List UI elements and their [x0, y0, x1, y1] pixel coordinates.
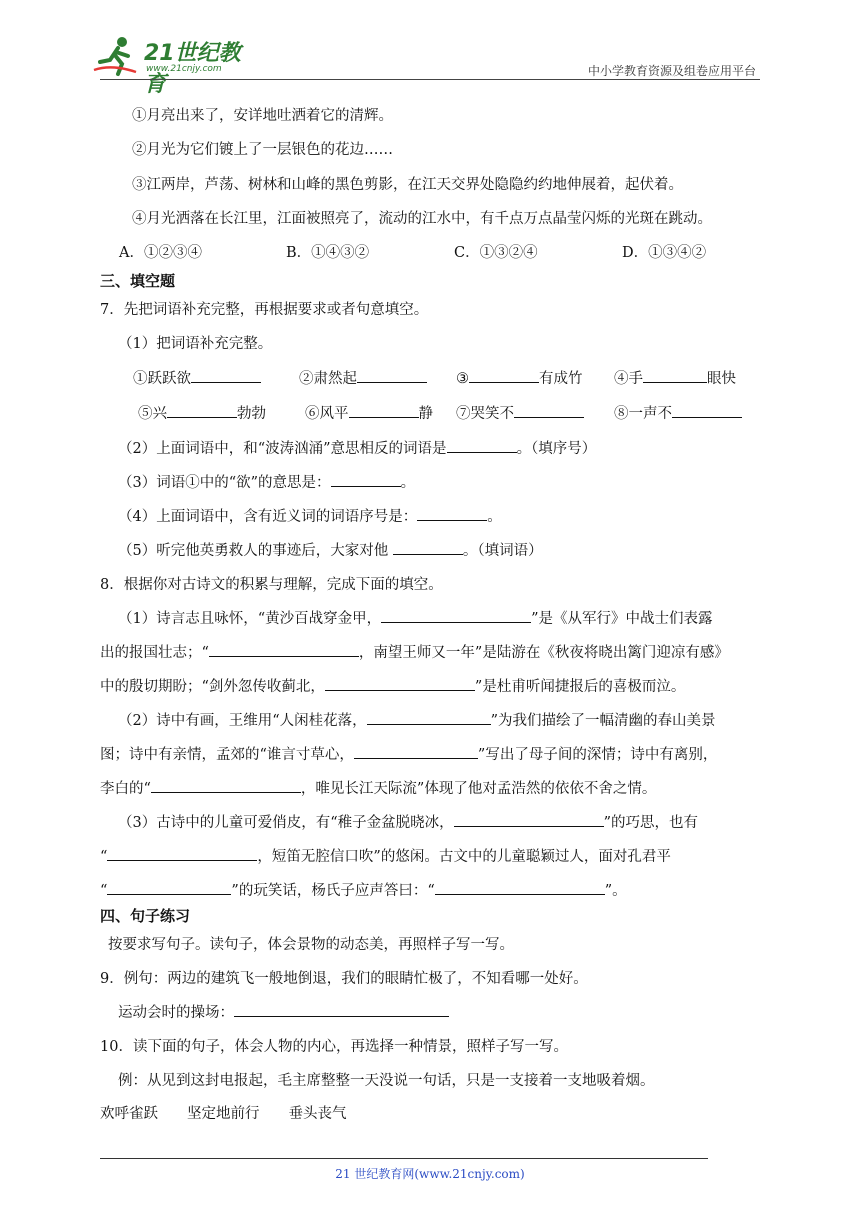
q8-line-9: “ ”的玩笑话，杨氏子应声答曰：“ ”。: [100, 879, 627, 900]
q8-blank-6[interactable]: [151, 778, 301, 793]
word-item-7: ⑦哭笑不: [456, 402, 584, 423]
q6-option-a[interactable]: A．①②③④: [119, 245, 202, 261]
q6-item-1: ①月亮出来了，安详地吐洒着它的清辉。: [132, 108, 393, 124]
logo-text: 21世纪教育: [144, 41, 241, 97]
q6-item-4: ④月光洒落在长江里，江面被照亮了，流动的江水中，有千点万点晶莹闪烁的光斑在跳动。: [132, 211, 712, 227]
word-item-2: ②肃然起: [299, 367, 427, 388]
word-item-5: ⑤兴 勃勃: [138, 402, 266, 423]
q7-blank-3[interactable]: [331, 472, 401, 487]
q8-blank-2[interactable]: [209, 642, 359, 657]
q8-line-3: 中的殷切期盼；“剑外忽传收蓟北， ”是杜甫听闻捷报后的喜极而泣。: [100, 675, 685, 696]
word-blank-1[interactable]: [191, 368, 261, 383]
site-logo: [92, 34, 262, 97]
q8-blank-4[interactable]: [367, 710, 491, 725]
q7-stem: 7．先把词语补充完整，再根据要求或者句意填空。: [100, 302, 429, 318]
word-blank-3[interactable]: [469, 368, 539, 383]
word-blank-6[interactable]: [349, 403, 419, 418]
word-blank-5[interactable]: [167, 403, 237, 418]
q8-blank-7[interactable]: [454, 812, 604, 827]
logo-url: www.21cnjy.com: [146, 64, 222, 74]
q8-line-4: （2）诗中有画，王维用“人闲桂花落， ”为我们描绘了一幅清幽的春山美景: [118, 709, 716, 730]
word-item-4: ④手 眼快: [614, 367, 736, 388]
q8-line-7: （3）古诗中的儿童可爱俏皮，有“稚子金盆脱晓冰， ”的巧思，也有: [118, 811, 698, 832]
q8-blank-10[interactable]: [435, 880, 605, 895]
q7-part-4: （4）上面词语中，含有近义词的词语序号是： 。: [118, 505, 502, 526]
q8-blank-8[interactable]: [107, 846, 257, 861]
q6-item-2: ②月光为它们镀上了一层银色的花边……: [132, 142, 393, 158]
q8-line-8: “ ，短笛无腔信口吹”的悠闲。古文中的儿童聪颖过人，面对孔君平: [100, 845, 671, 866]
s4-intro: 按要求写句子。读句子，体会景物的动态美，再照样子写一写。: [108, 937, 514, 953]
q7-blank-2[interactable]: [447, 438, 517, 453]
q8-line-6: 李白的“ ，唯见长江天际流”体现了他对孟浩然的依依不舍之情。: [100, 777, 656, 798]
section-4-title: 四、句子练习: [100, 907, 191, 925]
q8-line-1: （1）诗言志且咏怀，“黄沙百战穿金甲， ”是《从军行》中战士们表露: [118, 607, 713, 628]
word-item-6: ⑥风平 静: [305, 402, 433, 423]
word-blank-4[interactable]: [643, 368, 707, 383]
q8-blank-9[interactable]: [107, 880, 231, 895]
footer-text[interactable]: 21 世纪教育网(www.21cnjy.com): [335, 1167, 525, 1181]
q9-answer-line: 运动会时的操场：: [118, 1001, 449, 1022]
section-3-title: 三、填空题: [100, 272, 176, 290]
q6-option-d[interactable]: D．①③④②: [622, 245, 707, 261]
runner-icon: [92, 34, 142, 78]
word-item-1: ①跃跃欲: [133, 367, 261, 388]
q8-stem: 8．根据你对古诗文的积累与理解，完成下面的填空。: [100, 577, 443, 593]
word-item-3: ③ 有成竹: [456, 367, 583, 388]
footer-divider: [100, 1158, 708, 1159]
q7-part-5: （5）听完他英勇救人的事迹后，大家对他 。（填词语）: [118, 539, 543, 560]
q6-option-b[interactable]: B．①④③②: [286, 245, 370, 261]
header-platform-text: 中小学教育资源及组卷应用平台: [587, 64, 756, 78]
q10-options: 欢呼雀跃 坚定地前行 垂头丧气: [100, 1106, 347, 1122]
q10-stem: 10．读下面的句子，体会人物的内心，再选择一种情景，照样子写一写。: [100, 1039, 568, 1055]
q7-part-3: （3）词语①中的“欲”的意思是： 。: [118, 471, 415, 492]
header-divider: [100, 79, 760, 80]
word-item-8: ⑧一声不: [614, 402, 742, 423]
q9-blank[interactable]: [234, 1002, 449, 1017]
q8-blank-1[interactable]: [381, 608, 531, 623]
q6-option-c[interactable]: C．①③②④: [454, 245, 538, 261]
word-blank-7[interactable]: [514, 403, 584, 418]
q8-line-5: 图；诗中有亲情，孟郊的“谁言寸草心， ”写出了母子间的深情；诗中有离别，: [100, 743, 717, 764]
q9-stem: 9．例句：两边的建筑飞一般地倒退，我们的眼睛忙极了，不知看哪一处好。: [100, 971, 588, 987]
q7-blank-4[interactable]: [417, 506, 487, 521]
q8-blank-3[interactable]: [325, 676, 475, 691]
q7-part-2: （2）上面词语中，和“波涛汹涌”意思相反的词语是 。（填序号）: [118, 437, 596, 458]
word-blank-8[interactable]: [672, 403, 742, 418]
q8-blank-5[interactable]: [354, 744, 478, 759]
q10-example: 例：从见到这封电报起，毛主席整整一天没说一句话，只是一支接着一支地吸着烟。: [118, 1073, 655, 1089]
q7-part-1: （1）把词语补充完整。: [118, 336, 273, 352]
q6-item-3: ③江两岸，芦荡、树林和山峰的黑色剪影，在江天交界处隐隐约约地伸展着，起伏着。: [132, 177, 683, 193]
q7-blank-5[interactable]: [393, 540, 463, 555]
word-blank-2[interactable]: [357, 368, 427, 383]
q8-line-2: 出的报国壮志；“ ，南望王师又一年”是陆游在《秋夜将晓出篱门迎凉有感》: [100, 641, 729, 662]
